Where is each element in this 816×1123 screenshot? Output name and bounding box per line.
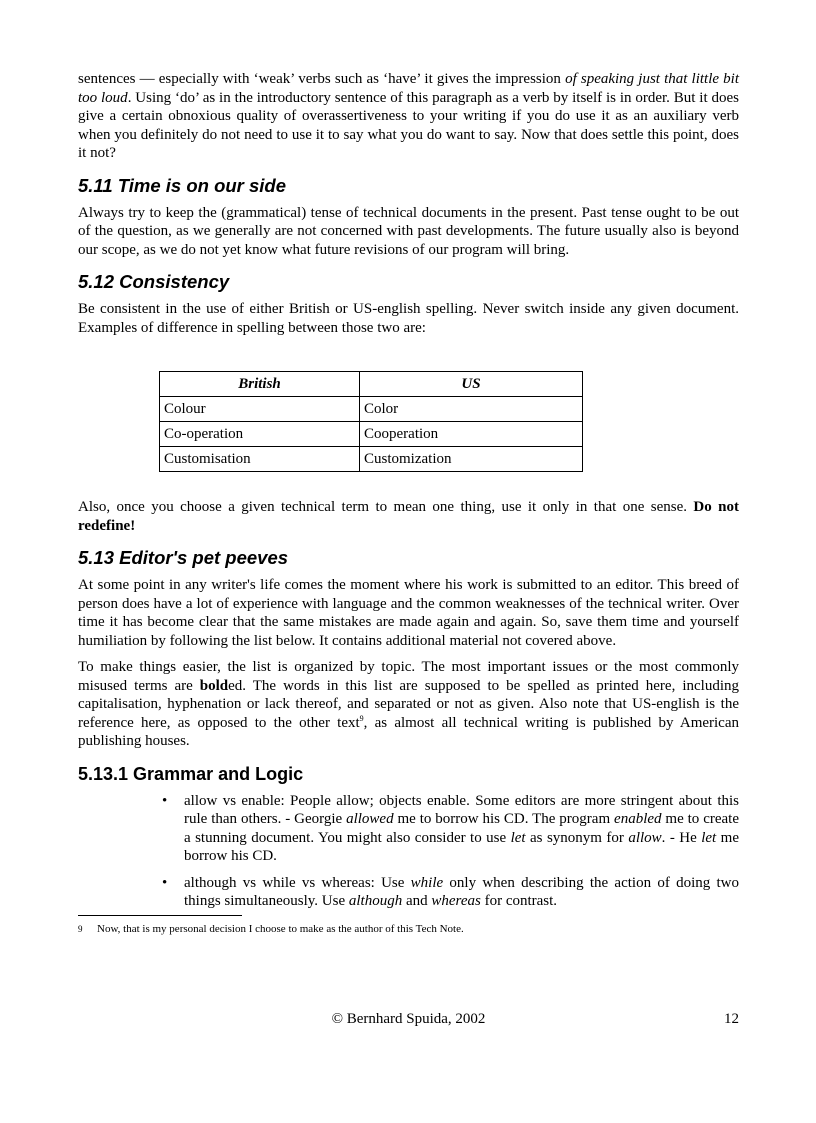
- page-footer: [78, 1011, 739, 1031]
- table-cell: Customization: [360, 447, 583, 472]
- section-heading-5-13: 5.13 Editor's pet peeves: [78, 547, 289, 568]
- page-number: 12: [724, 1011, 739, 1027]
- table-row: [160, 422, 583, 447]
- bullet-icon: •: [162, 874, 168, 891]
- section-5-11-paragraph: Always try to keep the (grammatical) tense of technical documents in the present. Past tense ought to be out of the question, as we generally are not concerned with past developments. The future usually also is beyond our scope, as we do not yet know what future revisions of our program will bring.: [78, 204, 739, 258]
- footnote-number: 9: [78, 923, 83, 934]
- footnote-text: Now, that is my personal decision I choose to make as the author of this Tech Note.: [97, 922, 464, 935]
- section-5-12-paragraph: Be consistent in the use of either British or US-english spelling. Never switch inside any given document. Examples of difference in spelling between those two are:: [78, 301, 739, 336]
- intro-paragraph: sentences — especially with ‘weak’ verbs such as ‘have’ it gives the impression of speaking just that little bit too loud. Using ‘do’ as in the introductory sentence of this paragraph as a verb by itself is in order. But it does give a certain obnoxious quality of overassertiveness to your writing if you do use it as an auxiliary verb when you definitely do not need to use it to say what you do want to say. Now that does settle this point, does it not?: [78, 71, 739, 161]
- section-5-13-paragraph-1: At some point in any writer's life comes the moment where his work is submitted to an editor. This breed of person does have a lot of experience with language and the common weaknesses of the technical writer. Over time it has become clear that the same mistakes are made again and again. So, save them time and yourself humiliation by following the list below. It contains additional material not covered above.: [78, 577, 739, 649]
- spelling-table: [159, 371, 583, 472]
- section-5-13-paragraph-2: To make things easier, the list is organized by topic. The most important issues or the most commonly misused terms are bolded. The words in this list are supposed to be spelled as printed here, including capitalisation, hyphenation or lack thereof, and separated or not as given. Also note that US-english is the reference here, as opposed to the other text$^9$, as almost all technical writing is published by American publishing houses.: [78, 659, 739, 749]
- table-cell: Cooperation: [360, 422, 583, 447]
- table-cell: Co-operation: [160, 422, 360, 447]
- footnote: [78, 922, 739, 936]
- table-cell: Colour: [160, 397, 360, 422]
- list-item: • allow vs enable: People allow; objects enable. Some editors are more stringent about this rule than others. - Georgie allowed me to borrow his CD. The program enabled me to create a stunning document. You might also consider to use let as synonym for allow. - He let me borrow his CD.: [162, 792, 739, 864]
- grammar-list: [78, 792, 739, 911]
- table-header-row: [160, 372, 583, 397]
- table-header-british: British: [160, 372, 360, 397]
- list-item: • although vs while vs whereas: Use while only when describing the action of doing two things simultaneously. Use although and whereas for contrast.: [162, 874, 739, 909]
- table-cell: Customisation: [160, 447, 360, 472]
- section-heading-5-12: 5.12 Consistency: [78, 271, 230, 292]
- consistency-note: Also, once you choose a given technical term to mean one thing, use it only in that one sense. Do not redefine!: [78, 499, 740, 534]
- table-row: [160, 447, 583, 472]
- table-header-us: US: [360, 372, 583, 397]
- bullet-icon: •: [162, 792, 168, 809]
- footnote-reference[interactable]: 9: [359, 713, 364, 723]
- footnote-separator: [78, 915, 242, 916]
- subsection-heading-5-13-1: 5.13.1 Grammar and Logic: [78, 763, 304, 784]
- footer-copyright: © Bernhard Spuida, 2002: [331, 1011, 486, 1027]
- table-row: [160, 397, 583, 422]
- page-body: [78, 70, 739, 936]
- table-cell: Color: [360, 397, 583, 422]
- section-heading-5-11: 5.11 Time is on our side: [78, 174, 287, 196]
